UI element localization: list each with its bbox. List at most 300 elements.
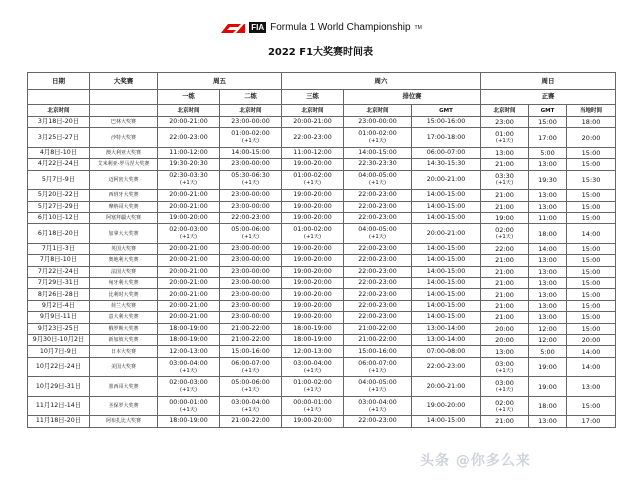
logo-text: Formula 1 World Championship <box>270 22 411 33</box>
header-blank <box>90 90 158 105</box>
fp2-cell-next-day: (+1天) <box>241 180 260 187</box>
fp3-cell-text: 01:00-02:00 <box>293 172 332 180</box>
fp1-cell <box>158 147 220 158</box>
fp1-cell <box>158 128 220 148</box>
fp3-cell <box>282 396 344 416</box>
gp-cell-text: 墨西哥大奖赛 <box>108 383 139 390</box>
fp2-cell <box>220 346 282 357</box>
fp3-cell <box>282 212 344 223</box>
fp3-cell <box>282 334 344 345</box>
fp1-cell-text: 20:00-21:00 <box>169 301 208 309</box>
race-gmt-cell <box>529 170 567 190</box>
race-gmt-cell <box>529 201 567 212</box>
fp2-cell <box>220 357 282 377</box>
gp-cell-text: 日本大奖赛 <box>110 348 136 355</box>
race-gmt-cell <box>529 255 567 266</box>
quali-gmt-cell-text: 20:00-21:00 <box>426 382 466 390</box>
fp2-cell <box>220 416 282 427</box>
gp-cell <box>90 396 158 416</box>
quali-gmt-cell <box>412 255 481 266</box>
fp2-cell <box>220 312 282 323</box>
quali-gmt-cell <box>412 334 481 345</box>
race-local-cell-text: 15:00 <box>581 290 601 299</box>
fp3-cell-next-day: (+1天) <box>303 387 322 393</box>
quali-gmt-cell <box>412 300 481 311</box>
quali-gmt-cell-text: 13:00-14:00 <box>426 324 466 332</box>
fp2-cell-text: 23:00-00:00 <box>231 118 270 126</box>
table-row <box>28 323 616 334</box>
fp2-cell-text: 01:00-02:00 <box>231 130 270 138</box>
date-cell-text: 5月27日-29日 <box>37 202 80 210</box>
fp2-cell <box>220 266 282 277</box>
fp1-cell-text: 20:00-21:00 <box>169 118 208 126</box>
race-local-cell <box>567 212 616 223</box>
fp3-cell-text: 19:00-20:00 <box>293 313 332 321</box>
race-bjt-cell <box>481 170 529 190</box>
quali-bjt-cell <box>344 117 412 128</box>
fp2-cell <box>220 147 282 158</box>
header-saturday: 周六 <box>282 73 481 90</box>
quali-gmt-cell-text: 14:00-15:00 <box>426 290 466 298</box>
race-local-cell-text: 17:00 <box>581 417 601 426</box>
fp1-cell-text: 03:00-04:00 <box>169 359 208 367</box>
fp3-cell <box>282 117 344 128</box>
race-local-cell <box>567 289 616 300</box>
fp2-cell <box>220 224 282 244</box>
header-fp2: 二练 <box>220 90 282 105</box>
race-local-cell <box>567 201 616 212</box>
fp1-cell-text: 22:00-23:00 <box>169 133 208 141</box>
fp3-cell-text: 19:00-20:00 <box>293 256 332 264</box>
race-bjt-cell-text: 20:00 <box>495 336 514 345</box>
table-row <box>28 117 616 128</box>
quali-gmt-cell-text: 20:00-21:00 <box>426 229 466 237</box>
fp1-cell-text: 20:00-21:00 <box>169 267 208 275</box>
race-gmt-cell <box>529 357 567 377</box>
quali-bjt-cell-next-day: (+1天) <box>368 138 387 145</box>
quali-gmt-cell-text: 07:00-08:00 <box>426 347 466 355</box>
fp3-cell-next-day: (+1天) <box>303 234 322 241</box>
fp3-cell-text: 19:00-20:00 <box>293 214 332 222</box>
race-gmt-cell <box>529 266 567 277</box>
race-local-cell <box>567 312 616 323</box>
subheader-gmt: GMT <box>529 105 567 117</box>
quali-gmt-cell <box>412 224 481 244</box>
table-row <box>28 300 616 311</box>
race-gmt-cell <box>529 300 567 311</box>
race-local-cell-text: 15:00 <box>581 202 601 211</box>
race-bjt-cell <box>481 212 529 223</box>
gp-cell <box>90 334 158 345</box>
race-local-cell-text: 15:00 <box>581 245 601 254</box>
fp3-cell <box>282 312 344 323</box>
quali-gmt-cell-text: 19:00-20:00 <box>426 402 466 409</box>
fp3-cell <box>282 255 344 266</box>
quali-bjt-cell-text: 22:00-23:00 <box>358 245 397 253</box>
header-fp3: 三练 <box>282 90 344 105</box>
subheader-bjt: 北京时间 <box>481 105 529 117</box>
quali-bjt-cell-next-day: (+1天) <box>368 367 387 374</box>
fp1-cell <box>158 117 220 128</box>
quali-gmt-cell <box>412 312 481 323</box>
fp3-cell <box>282 147 344 158</box>
race-local-cell-text: 15:00 <box>581 313 601 322</box>
race-bjt-cell <box>481 190 529 201</box>
race-bjt-cell-text: 21:00 <box>495 267 514 276</box>
race-bjt-cell-text: 13:00 <box>495 347 514 356</box>
fp1-cell <box>158 212 220 223</box>
race-local-cell <box>567 357 616 377</box>
fp2-cell-text: 05:30-06:30 <box>231 172 270 180</box>
quali-bjt-cell <box>344 289 412 300</box>
gp-cell-text: 阿塞拜疆大奖赛 <box>105 215 141 222</box>
gp-cell-text: 法国大奖赛 <box>110 268 136 275</box>
race-local-cell-text: 20:00 <box>581 336 601 345</box>
quali-bjt-cell <box>344 170 412 190</box>
race-bjt-cell-next-day: (+1天) <box>495 367 514 374</box>
fp3-cell-text: 19:00-20:00 <box>293 202 332 210</box>
fp3-cell-text: 01:00-02:00 <box>293 226 332 234</box>
fp1-cell <box>158 300 220 311</box>
fp3-cell <box>282 323 344 334</box>
gp-cell <box>90 289 158 300</box>
race-gmt-cell-text: 19:00 <box>538 363 557 371</box>
quali-gmt-cell <box>412 190 481 201</box>
fp1-cell-text: 20:00-21:00 <box>169 202 208 210</box>
quali-gmt-cell <box>412 346 481 357</box>
quali-bjt-cell-text: 06:00-07:00 <box>358 359 397 367</box>
quali-bjt-cell <box>344 312 412 323</box>
fp2-cell <box>220 278 282 289</box>
fp2-cell-next-day: (+1天) <box>241 406 260 413</box>
race-local-cell <box>567 128 616 148</box>
quali-bjt-cell-text: 21:00-22:00 <box>358 324 397 332</box>
gp-cell-text: 英国大奖赛 <box>110 246 136 253</box>
gp-cell <box>90 147 158 158</box>
race-gmt-cell <box>529 346 567 357</box>
fp1-cell-text: 02:00-03:00 <box>169 379 208 386</box>
date-cell-text: 9月9日-11日 <box>39 313 78 321</box>
fp1-cell <box>158 357 220 377</box>
race-local-cell-text: 15:00 <box>581 149 601 158</box>
quali-gmt-cell <box>412 289 481 300</box>
date-cell <box>28 190 90 201</box>
fp1-cell <box>158 201 220 212</box>
race-gmt-cell <box>529 224 567 244</box>
date-cell <box>28 334 90 345</box>
race-bjt-cell <box>481 357 529 377</box>
fp3-cell-text: 19:00-20:00 <box>293 245 332 253</box>
race-bjt-cell-text: 13:00 <box>495 149 514 158</box>
quali-gmt-cell <box>412 170 481 190</box>
race-gmt-cell <box>529 212 567 223</box>
quali-gmt-cell-text: 14:00-15:00 <box>426 191 466 199</box>
quali-bjt-cell-text: 22:00-23:00 <box>358 191 397 199</box>
race-bjt-cell <box>481 255 529 266</box>
fp2-cell <box>220 377 282 397</box>
fp1-cell <box>158 266 220 277</box>
watermark: 头条 @你多么来 <box>420 453 531 469</box>
fp3-cell-text: 19:00-20:00 <box>293 279 332 287</box>
race-local-cell <box>567 346 616 357</box>
fp3-cell-text: 18:00-19:00 <box>293 336 332 344</box>
race-local-cell <box>567 323 616 334</box>
header-sunday: 周日 <box>481 73 616 90</box>
gp-cell <box>90 300 158 311</box>
subheader-gmt: GMT <box>412 105 481 117</box>
quali-gmt-cell <box>412 323 481 334</box>
fp3-cell-text: 11:00-12:00 <box>293 149 332 157</box>
race-local-cell <box>567 159 616 170</box>
table-row <box>28 190 616 201</box>
race-gmt-cell-text: 14:00 <box>538 245 557 254</box>
quali-bjt-cell-text: 15:00-16:00 <box>358 347 397 355</box>
fp3-cell-next-day: (+1天) <box>303 406 322 413</box>
race-gmt-cell-text: 5:00 <box>540 149 555 158</box>
quali-gmt-cell <box>412 212 481 223</box>
quali-bjt-cell-text: 22:30-23:30 <box>358 160 397 168</box>
race-bjt-cell-text: 21:00 <box>495 313 514 322</box>
race-bjt-cell <box>481 323 529 334</box>
date-cell-text: 7月29日-31日 <box>37 279 80 287</box>
quali-gmt-cell <box>412 266 481 277</box>
fp3-cell <box>282 300 344 311</box>
date-cell <box>28 266 90 277</box>
date-cell-text: 7月1日-3日 <box>41 245 76 253</box>
gp-cell-text: 沙特大奖赛 <box>110 134 136 141</box>
quali-bjt-cell-text: 22:00-23:00 <box>358 301 397 309</box>
quali-gmt-cell <box>412 278 481 289</box>
race-gmt-cell-text: 13:00 <box>538 290 557 299</box>
quali-gmt-cell-text: 14:00-15:00 <box>426 313 466 321</box>
fp2-cell <box>220 289 282 300</box>
race-bjt-cell <box>481 416 529 427</box>
table-row <box>28 243 616 254</box>
table-row <box>28 346 616 357</box>
race-gmt-cell-text: 13:00 <box>538 417 557 426</box>
fp2-cell-text: 14:00-15:00 <box>231 149 270 157</box>
quali-gmt-cell-text: 14:00-15:00 <box>426 202 466 210</box>
race-bjt-cell <box>481 278 529 289</box>
fp1-cell-text: 11:00-12:00 <box>169 149 208 157</box>
race-gmt-cell-text: 13:00 <box>538 301 557 310</box>
race-bjt-cell-text: 03:00 <box>495 359 514 368</box>
date-cell <box>28 117 90 128</box>
race-gmt-cell-text: 19:00 <box>538 382 557 391</box>
race-local-cell-text: 13:00 <box>581 382 601 391</box>
gp-cell <box>90 224 158 244</box>
header <box>0 18 641 34</box>
race-bjt-cell-text: 22:00 <box>495 245 514 254</box>
gp-cell <box>90 255 158 266</box>
fp1-cell-text: 20:00-21:00 <box>169 191 208 199</box>
quali-gmt-cell <box>412 243 481 254</box>
gp-cell-text: 俄罗斯大奖赛 <box>108 325 139 332</box>
fp1-cell <box>158 346 220 357</box>
fp3-cell <box>282 159 344 170</box>
quali-bjt-cell <box>344 128 412 148</box>
fp3-cell-text: 19:00-20:00 <box>293 267 332 275</box>
date-cell <box>28 255 90 266</box>
fp1-cell <box>158 255 220 266</box>
date-cell-text: 9月2日-4日 <box>41 301 76 309</box>
race-gmt-cell <box>529 190 567 201</box>
date-cell <box>28 128 90 148</box>
f1-logo-icon <box>219 22 245 33</box>
fp1-cell <box>158 396 220 416</box>
date-cell-text: 9月23日-25日 <box>37 324 80 332</box>
race-local-cell <box>567 396 616 416</box>
date-cell-text: 10月29日-31日 <box>35 382 82 390</box>
date-cell <box>28 396 90 416</box>
date-cell <box>28 346 90 357</box>
race-gmt-cell-text: 18:00 <box>538 402 557 410</box>
race-bjt-cell-next-day: (+1天) <box>495 138 514 145</box>
gp-cell <box>90 346 158 357</box>
quali-bjt-cell <box>344 278 412 289</box>
gp-cell <box>90 117 158 128</box>
quali-bjt-cell <box>344 190 412 201</box>
header-blank <box>28 90 90 105</box>
date-cell-text: 9月30日-10月2日 <box>32 336 85 344</box>
table-row <box>28 416 616 427</box>
quali-gmt-cell <box>412 147 481 158</box>
fia-f1-logo <box>219 22 422 33</box>
fp2-cell-next-day: (+1天) <box>241 138 260 145</box>
quali-gmt-cell-text: 14:00-15:00 <box>426 417 466 425</box>
fp3-cell-text: 20:00-21:00 <box>293 118 332 126</box>
race-gmt-cell <box>529 377 567 397</box>
race-bjt-cell-text: 02:00 <box>495 398 514 407</box>
fp2-cell-text: 03:00-04:00 <box>231 398 270 406</box>
gp-cell-text: 摩纳哥大奖赛 <box>108 203 139 210</box>
date-cell-text: 10月7日-9日 <box>39 347 78 355</box>
gp-cell-text: 意大利大奖赛 <box>108 314 139 321</box>
fia-label: FIA <box>251 23 265 32</box>
fp2-cell-text: 15:00-16:00 <box>231 347 270 355</box>
quali-gmt-cell <box>412 117 481 128</box>
table-row <box>28 312 616 323</box>
date-cell-text: 11月18日-20日 <box>35 417 82 425</box>
date-cell <box>28 170 90 190</box>
schedule-table <box>27 72 616 428</box>
table-row <box>28 170 616 190</box>
race-local-cell <box>567 147 616 158</box>
race-gmt-cell-text: 13:00 <box>538 202 557 211</box>
header-gp: 大奖赛 <box>90 73 158 90</box>
fp1-cell-text: 00:00-01:00 <box>169 398 208 406</box>
race-bjt-cell-text: 21:00 <box>495 417 514 426</box>
race-local-cell-text: 14:00 <box>581 347 601 356</box>
logo-tm: TM <box>414 24 422 31</box>
fp3-cell-text: 22:00-23:00 <box>293 133 332 141</box>
race-bjt-cell-text: 21:00 <box>495 256 514 265</box>
fp3-cell <box>282 377 344 397</box>
quali-bjt-cell-text: 23:00-00:00 <box>358 118 397 126</box>
fp2-cell-text: 22:00-23:00 <box>231 214 270 222</box>
gp-cell-text: 阿布扎比大奖赛 <box>105 418 141 425</box>
fp1-cell <box>158 170 220 190</box>
race-bjt-cell-text: 21:00 <box>495 202 514 211</box>
quali-bjt-cell-text: 03:00-04:00 <box>358 398 397 406</box>
race-bjt-cell <box>481 377 529 397</box>
race-gmt-cell-text: 18:00 <box>538 229 557 238</box>
fp2-cell <box>220 212 282 223</box>
date-cell-text: 11月12日-14日 <box>35 402 82 409</box>
fp1-cell-text: 18:00-19:00 <box>169 336 208 344</box>
fp1-cell <box>158 159 220 170</box>
fp3-cell-text: 00:00-01:00 <box>293 398 332 406</box>
fp2-cell <box>220 159 282 170</box>
race-local-cell <box>567 334 616 345</box>
quali-gmt-cell <box>412 159 481 170</box>
race-bjt-cell <box>481 117 529 128</box>
race-bjt-cell <box>481 396 529 416</box>
fp3-cell-text: 19:00-20:00 <box>293 290 332 298</box>
fp3-cell-text: 19:00-20:00 <box>293 301 332 309</box>
race-local-cell-text: 20:00 <box>581 133 601 142</box>
date-cell <box>28 300 90 311</box>
gp-cell-text: 圣保罗大奖赛 <box>108 403 139 409</box>
race-bjt-cell-text: 03:00 <box>495 379 514 387</box>
date-cell <box>28 278 90 289</box>
quali-gmt-cell-text: 15:00-16:00 <box>426 118 466 126</box>
fp1-cell <box>158 312 220 323</box>
date-cell-text: 7月8日-10日 <box>39 256 78 264</box>
quali-bjt-cell-next-day: (+1天) <box>368 180 387 187</box>
fp2-cell-text: 23:00-00:00 <box>231 279 270 287</box>
fp2-cell-text: 05:00-06:00 <box>231 226 270 234</box>
race-gmt-cell <box>529 312 567 323</box>
quali-bjt-cell-text: 22:00-23:00 <box>358 267 397 275</box>
gp-cell-text: 美国大奖赛 <box>110 364 136 370</box>
quali-bjt-cell <box>344 201 412 212</box>
fp1-cell-text: 18:00-19:00 <box>169 324 208 332</box>
gp-cell-text: 迈阿密大奖赛 <box>108 176 139 183</box>
gp-cell <box>90 212 158 223</box>
table-row <box>28 224 616 244</box>
quali-gmt-cell-text: 17:00-18:00 <box>426 133 466 141</box>
quali-gmt-cell-text: 14:00-15:00 <box>426 214 466 222</box>
race-bjt-cell <box>481 147 529 158</box>
fp2-cell-text: 23:00-00:00 <box>231 245 270 253</box>
race-gmt-cell-text: 13:00 <box>538 160 557 169</box>
header-race: 正赛 <box>481 90 616 105</box>
race-bjt-cell-text: 21:00 <box>495 160 514 169</box>
subheader-bjt: 北京时间 <box>220 105 282 117</box>
race-local-cell <box>567 243 616 254</box>
fp2-cell <box>220 190 282 201</box>
quali-gmt-cell-text: 14:00-15:00 <box>426 301 466 309</box>
race-bjt-cell-next-day: (+1天) <box>495 234 514 241</box>
gp-cell <box>90 159 158 170</box>
table-row <box>28 396 616 416</box>
quali-bjt-cell <box>344 266 412 277</box>
race-local-cell-text: 14:00 <box>581 229 601 238</box>
quali-bjt-cell <box>344 377 412 397</box>
fp2-cell <box>220 201 282 212</box>
date-cell <box>28 159 90 170</box>
race-bjt-cell-text: 03:30 <box>495 172 514 181</box>
header-friday: 周五 <box>158 73 282 90</box>
date-cell-text: 5月20日-22日 <box>37 191 80 199</box>
fp2-cell <box>220 300 282 311</box>
fp2-cell <box>220 128 282 148</box>
fp2-cell-text: 21:00-22:00 <box>231 336 270 344</box>
fp1-cell-text: 20:00-21:00 <box>169 256 208 264</box>
date-cell <box>28 357 90 377</box>
race-bjt-cell-text: 02:00 <box>495 226 514 235</box>
